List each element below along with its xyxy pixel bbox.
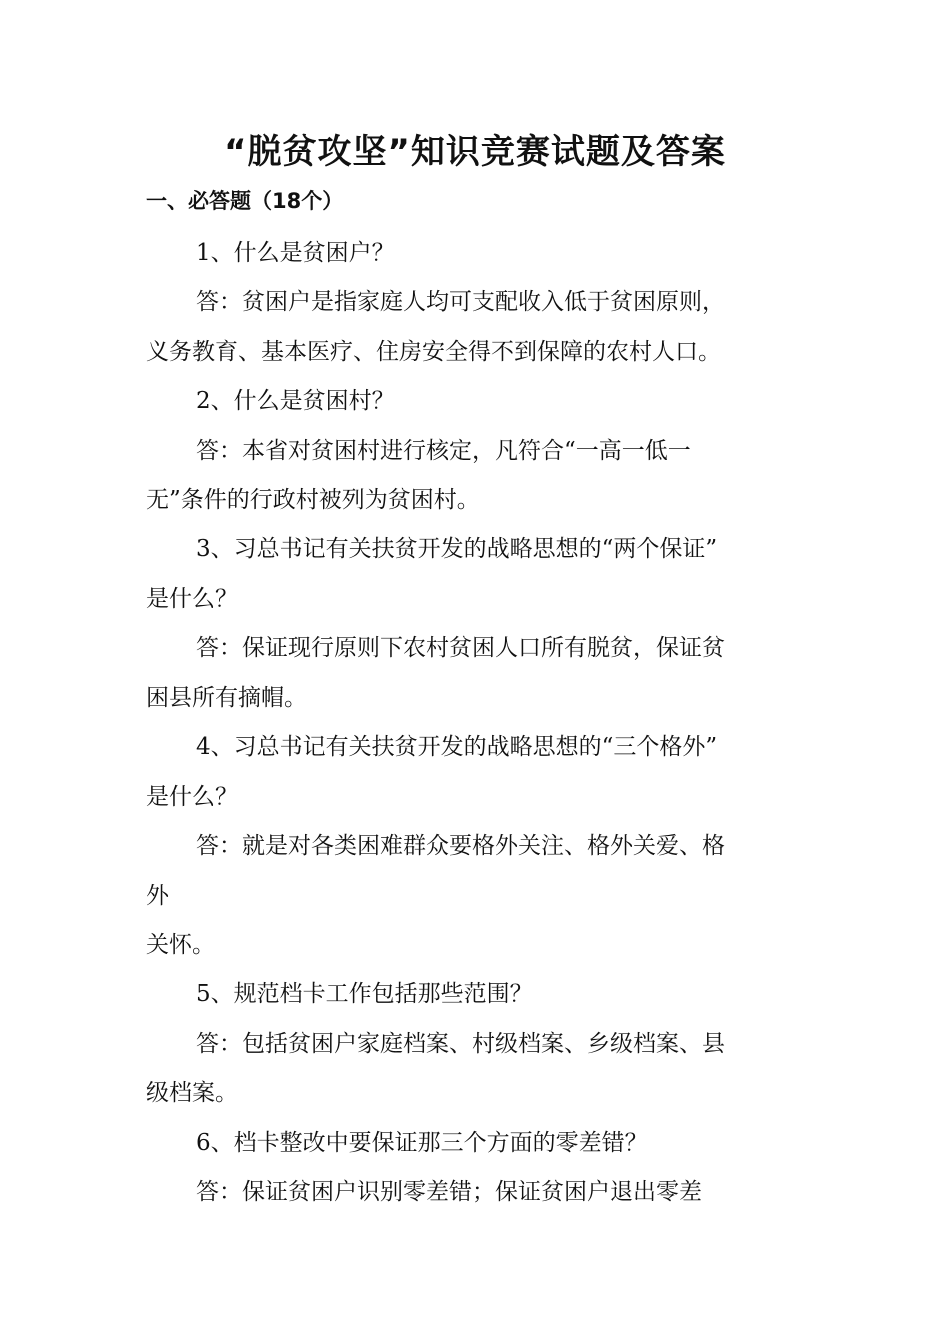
answer-line: 答：就是对各类困难群众要格外关注、格外关爱、格 <box>196 833 725 859</box>
answer-line: 答：保证现行原则下农村贫困人口所有脱贫，保证贫 <box>196 635 725 661</box>
question-line: 6、档卡整改中要保证那三个方面的零差错？ <box>196 1130 648 1156</box>
section-heading: 一、必答题（18个） <box>146 189 344 213</box>
answer-line: 答：保证贫困户识别零差错；保证贫困户退出零差 <box>196 1179 702 1205</box>
document-title: “脱贫攻坚”知识竞赛试题及答案 <box>224 132 726 172</box>
answer-line: 级档案。 <box>146 1080 238 1106</box>
answer-line: 外 <box>146 883 169 909</box>
question-line: 是什么？ <box>146 784 238 810</box>
answer-line: 义务教育、基本医疗、住房安全得不到保障的农村人口。 <box>146 339 721 365</box>
question-line: 4、习总书记有关扶贫开发的战略思想的“三个格外” <box>196 734 718 760</box>
answer-line: 无”条件的行政村被列为贫困村。 <box>146 487 480 513</box>
answer-line: 答：包括贫困户家庭档案、村级档案、乡级档案、县 <box>196 1031 725 1057</box>
answer-line: 答：贫困户是指家庭人均可支配收入低于贫困原则， <box>196 289 725 315</box>
question-line: 2、什么是贫困村？ <box>196 388 395 414</box>
question-line: 是什么？ <box>146 586 238 612</box>
question-line: 3、习总书记有关扶贫开发的战略思想的“两个保证” <box>196 536 718 562</box>
answer-line: 困县所有摘帽。 <box>146 685 307 711</box>
question-line: 1、什么是贫困户？ <box>196 240 395 266</box>
answer-line: 答：本省对贫困村进行核定，凡符合“一高一低一 <box>196 438 691 464</box>
answer-line: 关怀。 <box>146 932 215 958</box>
question-line: 5、规范档卡工作包括那些范围？ <box>196 981 533 1007</box>
